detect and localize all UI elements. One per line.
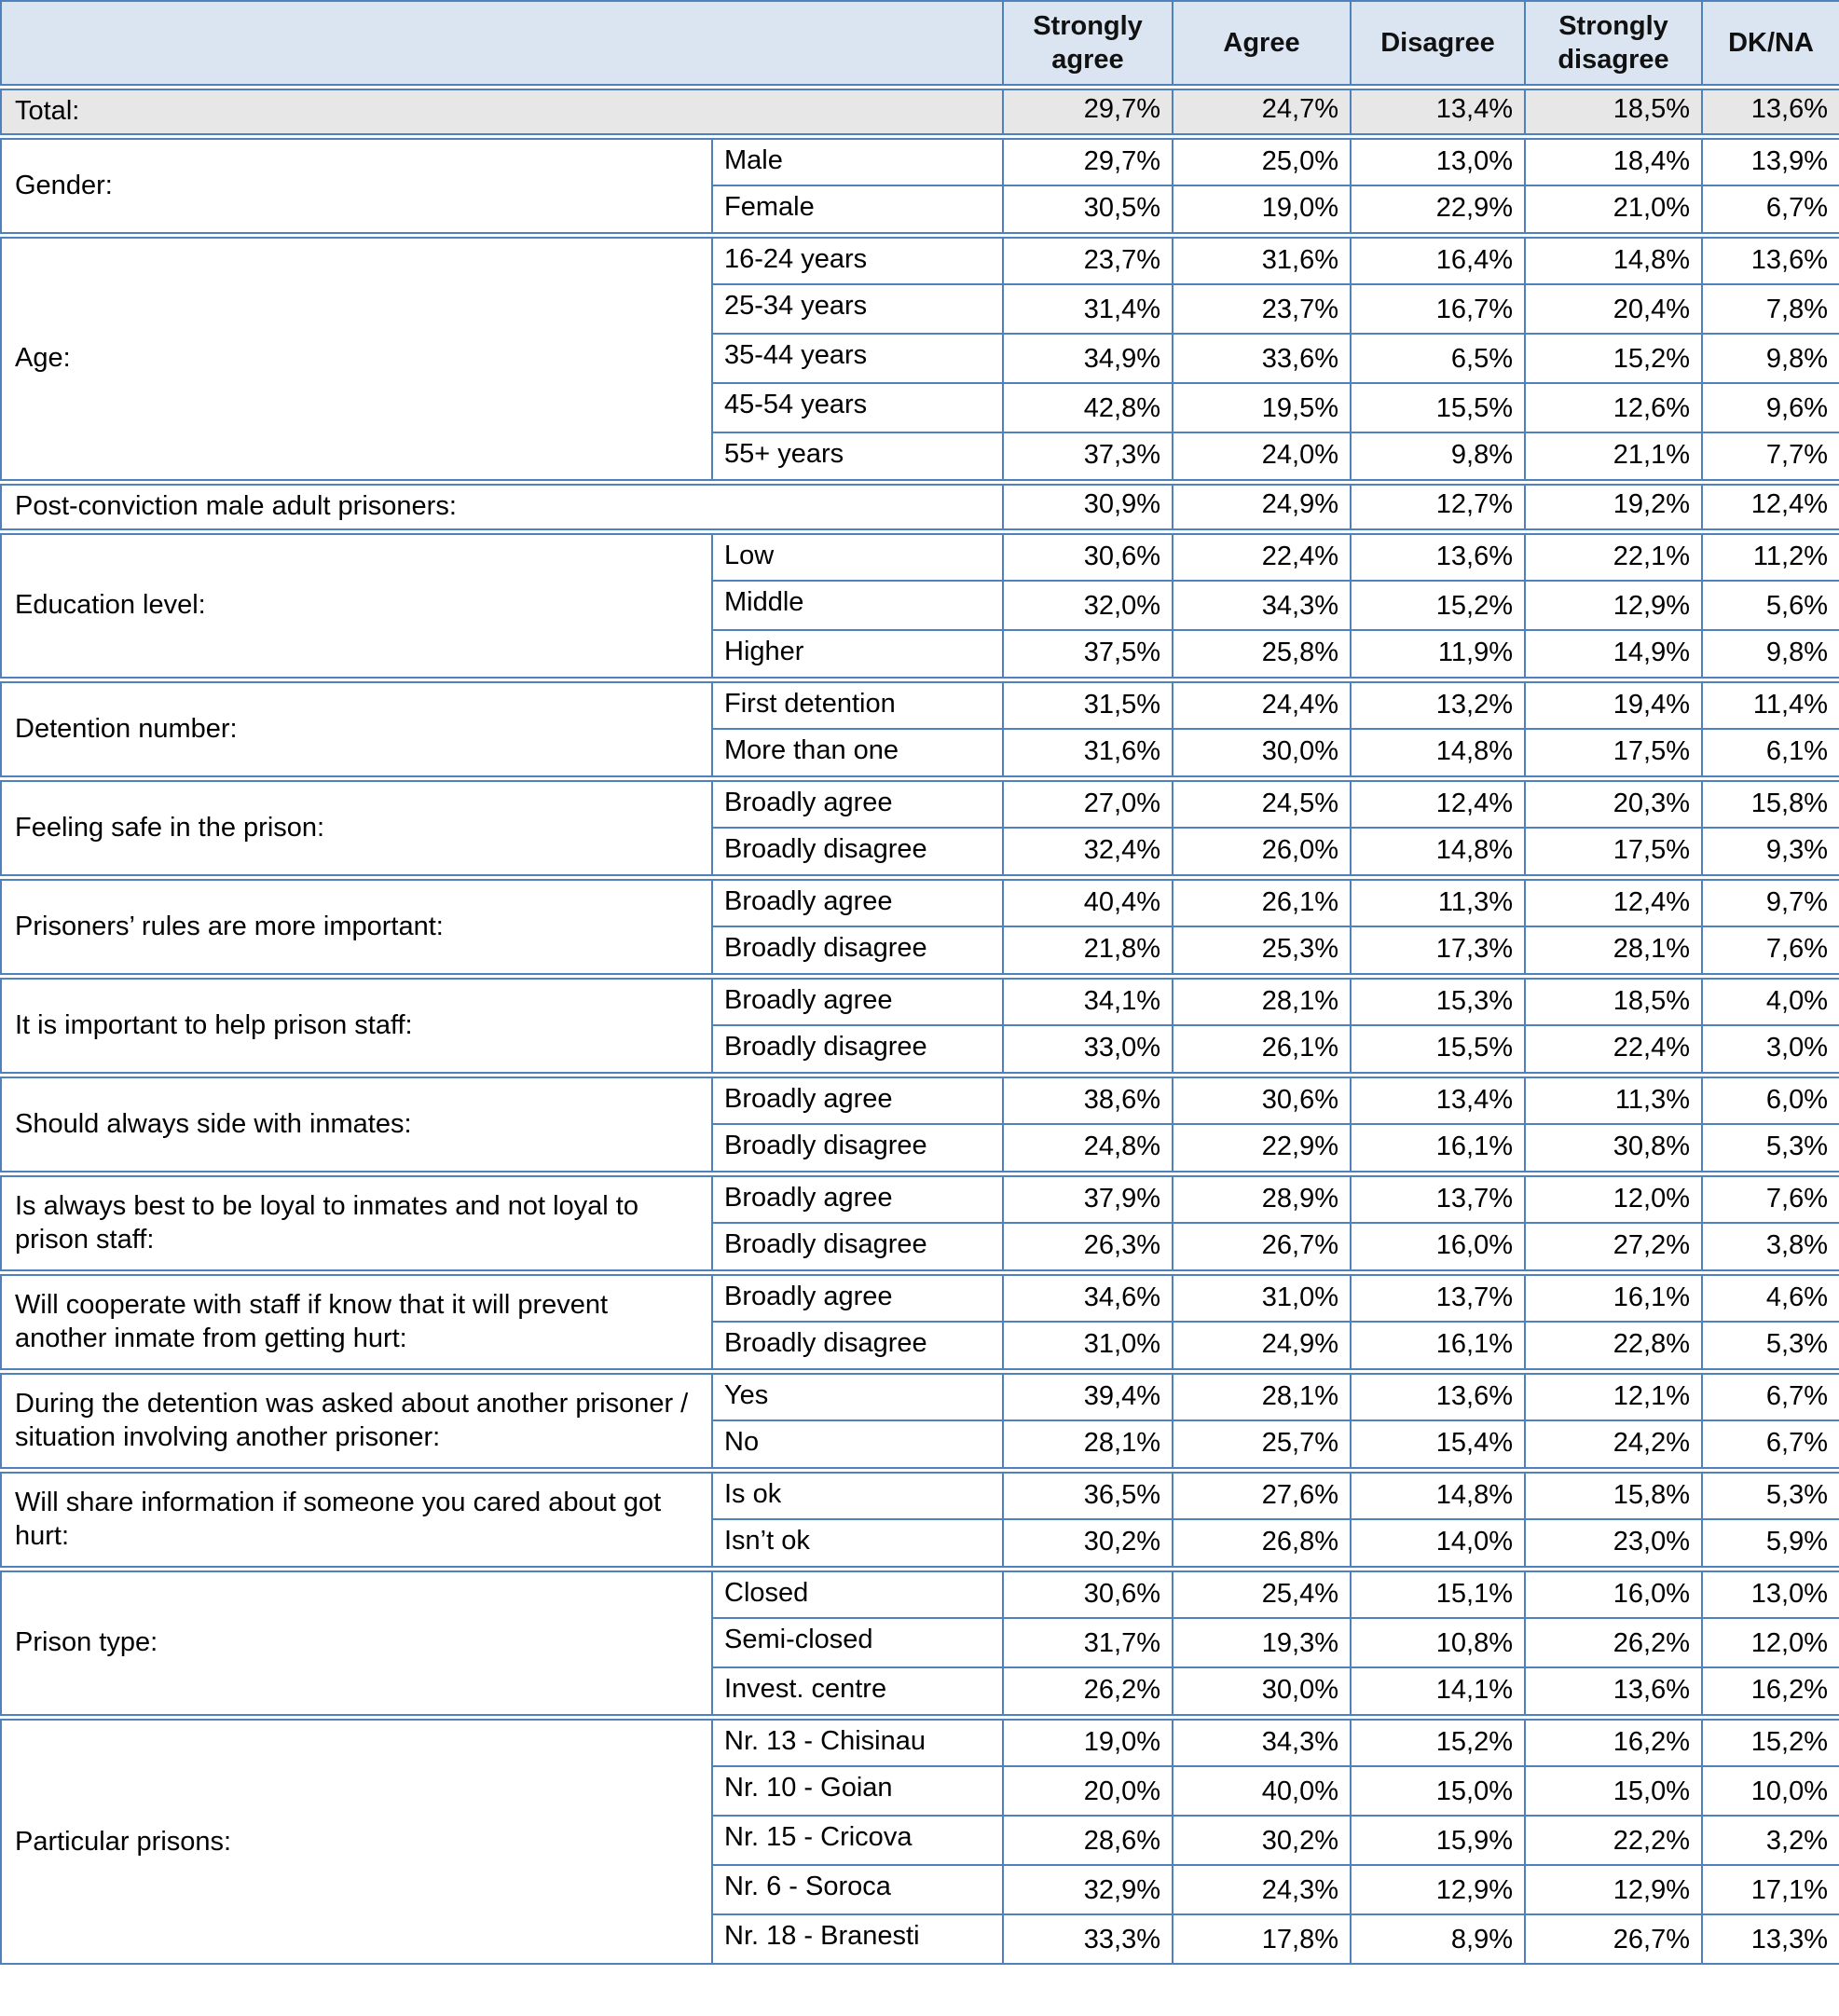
value-cell: 18,5% xyxy=(1525,87,1702,136)
subcategory-cell: Isn’t ok xyxy=(712,1519,1003,1569)
value-cell: 24,3% xyxy=(1173,1865,1351,1914)
value-cell: 33,3% xyxy=(1003,1914,1173,1964)
value-cell: 30,6% xyxy=(1003,531,1173,581)
category-cell: Prisoners’ rules are more important: xyxy=(1,877,712,976)
value-cell: 15,4% xyxy=(1351,1420,1525,1470)
table-row xyxy=(1,1470,1839,1519)
value-cell: 7,6% xyxy=(1702,1173,1839,1223)
value-cell: 15,0% xyxy=(1525,1766,1702,1816)
value-cell: 13,6% xyxy=(1351,531,1525,581)
value-cell: 9,8% xyxy=(1351,432,1525,482)
value-cell: 27,6% xyxy=(1173,1470,1351,1519)
value-cell: 16,0% xyxy=(1351,1223,1525,1272)
value-cell: 5,3% xyxy=(1702,1322,1839,1371)
value-cell: 14,8% xyxy=(1525,235,1702,284)
value-cell: 26,0% xyxy=(1173,828,1351,877)
value-cell: 30,5% xyxy=(1003,185,1173,235)
value-cell: 28,1% xyxy=(1173,976,1351,1025)
value-cell: 15,0% xyxy=(1351,1766,1525,1816)
value-cell: 6,7% xyxy=(1702,185,1839,235)
subcategory-cell: Nr. 13 - Chisinau xyxy=(712,1717,1003,1766)
value-cell: 3,2% xyxy=(1702,1816,1839,1865)
value-cell: 26,1% xyxy=(1173,877,1351,926)
value-cell: 34,3% xyxy=(1173,1717,1351,1766)
value-cell: 25,3% xyxy=(1173,926,1351,976)
value-cell: 15,8% xyxy=(1702,778,1839,828)
category-cell: Post-conviction male adult prisoners: xyxy=(1,482,1003,531)
subcategory-cell: Nr. 18 - Branesti xyxy=(712,1914,1003,1964)
value-cell: 16,1% xyxy=(1525,1272,1702,1322)
header-disagree: Disagree xyxy=(1351,1,1525,87)
value-cell: 8,9% xyxy=(1351,1914,1525,1964)
header-row xyxy=(1,1,1839,87)
value-cell: 13,4% xyxy=(1351,1075,1525,1124)
value-cell: 11,2% xyxy=(1702,531,1839,581)
value-cell: 24,9% xyxy=(1173,1322,1351,1371)
category-cell: Will share information if someone you cared about got hurt: xyxy=(1,1470,712,1569)
table-row xyxy=(1,1272,1839,1322)
header-dk-na: DK/NA xyxy=(1702,1,1839,87)
value-cell: 29,7% xyxy=(1003,87,1173,136)
subcategory-cell: Broadly disagree xyxy=(712,1124,1003,1173)
value-cell: 40,0% xyxy=(1173,1766,1351,1816)
value-cell: 22,9% xyxy=(1351,185,1525,235)
value-cell: 38,6% xyxy=(1003,1075,1173,1124)
value-cell: 28,1% xyxy=(1525,926,1702,976)
value-cell: 31,4% xyxy=(1003,284,1173,334)
value-cell: 21,1% xyxy=(1525,432,1702,482)
value-cell: 22,8% xyxy=(1525,1322,1702,1371)
value-cell: 30,0% xyxy=(1173,729,1351,778)
table-row xyxy=(1,531,1839,581)
subcategory-cell: Male xyxy=(712,136,1003,185)
value-cell: 13,6% xyxy=(1702,235,1839,284)
subcategory-cell: Is ok xyxy=(712,1470,1003,1519)
value-cell: 24,2% xyxy=(1525,1420,1702,1470)
header-strongly-agree: Strongly agree xyxy=(1003,1,1173,87)
subcategory-cell: Broadly agree xyxy=(712,1272,1003,1322)
subcategory-cell: 55+ years xyxy=(712,432,1003,482)
value-cell: 29,7% xyxy=(1003,136,1173,185)
value-cell: 30,2% xyxy=(1003,1519,1173,1569)
subcategory-cell: 35-44 years xyxy=(712,334,1003,383)
value-cell: 26,8% xyxy=(1173,1519,1351,1569)
value-cell: 33,6% xyxy=(1173,334,1351,383)
value-cell: 13,0% xyxy=(1351,136,1525,185)
value-cell: 17,1% xyxy=(1702,1865,1839,1914)
value-cell: 7,6% xyxy=(1702,926,1839,976)
value-cell: 22,4% xyxy=(1173,531,1351,581)
value-cell: 17,5% xyxy=(1525,828,1702,877)
table-header xyxy=(1,1,1839,87)
value-cell: 25,0% xyxy=(1173,136,1351,185)
value-cell: 12,9% xyxy=(1525,1865,1702,1914)
value-cell: 30,6% xyxy=(1003,1569,1173,1618)
value-cell: 19,2% xyxy=(1525,482,1702,531)
subcategory-cell: Broadly disagree xyxy=(712,1025,1003,1075)
value-cell: 7,8% xyxy=(1702,284,1839,334)
value-cell: 14,0% xyxy=(1351,1519,1525,1569)
value-cell: 18,4% xyxy=(1525,136,1702,185)
value-cell: 25,4% xyxy=(1173,1569,1351,1618)
value-cell: 34,3% xyxy=(1173,581,1351,630)
subcategory-cell: Broadly agree xyxy=(712,877,1003,926)
header-blank-cell xyxy=(1,1,1003,87)
value-cell: 11,9% xyxy=(1351,630,1525,679)
value-cell: 19,4% xyxy=(1525,679,1702,729)
value-cell: 13,6% xyxy=(1702,87,1839,136)
subcategory-cell: Broadly agree xyxy=(712,1173,1003,1223)
value-cell: 30,0% xyxy=(1173,1667,1351,1717)
value-cell: 13,3% xyxy=(1702,1914,1839,1964)
value-cell: 12,7% xyxy=(1351,482,1525,531)
value-cell: 12,0% xyxy=(1702,1618,1839,1667)
value-cell: 6,5% xyxy=(1351,334,1525,383)
value-cell: 11,3% xyxy=(1351,877,1525,926)
table-row xyxy=(1,877,1839,926)
value-cell: 17,8% xyxy=(1173,1914,1351,1964)
value-cell: 7,7% xyxy=(1702,432,1839,482)
value-cell: 9,3% xyxy=(1702,828,1839,877)
subcategory-cell: Broadly disagree xyxy=(712,1322,1003,1371)
value-cell: 12,4% xyxy=(1525,877,1702,926)
value-cell: 14,8% xyxy=(1351,828,1525,877)
table-row xyxy=(1,1371,1839,1420)
subcategory-cell: Yes xyxy=(712,1371,1003,1420)
value-cell: 5,9% xyxy=(1702,1519,1839,1569)
subcategory-cell: Broadly disagree xyxy=(712,1223,1003,1272)
value-cell: 24,4% xyxy=(1173,679,1351,729)
value-cell: 24,8% xyxy=(1003,1124,1173,1173)
value-cell: 3,0% xyxy=(1702,1025,1839,1075)
value-cell: 14,9% xyxy=(1525,630,1702,679)
value-cell: 9,6% xyxy=(1702,383,1839,432)
value-cell: 26,7% xyxy=(1173,1223,1351,1272)
value-cell: 31,5% xyxy=(1003,679,1173,729)
category-cell: Education level: xyxy=(1,531,712,679)
value-cell: 37,3% xyxy=(1003,432,1173,482)
value-cell: 28,6% xyxy=(1003,1816,1173,1865)
value-cell: 31,6% xyxy=(1003,729,1173,778)
category-cell: Will cooperate with staff if know that it will prevent another inmate from getting hurt: xyxy=(1,1272,712,1371)
value-cell: 3,8% xyxy=(1702,1223,1839,1272)
value-cell: 11,3% xyxy=(1525,1075,1702,1124)
table-row xyxy=(1,136,1839,185)
value-cell: 10,8% xyxy=(1351,1618,1525,1667)
category-cell: Particular prisons: xyxy=(1,1717,712,1964)
value-cell: 5,3% xyxy=(1702,1124,1839,1173)
value-cell: 5,3% xyxy=(1702,1470,1839,1519)
value-cell: 19,0% xyxy=(1003,1717,1173,1766)
value-cell: 20,4% xyxy=(1525,284,1702,334)
value-cell: 16,7% xyxy=(1351,284,1525,334)
table-row xyxy=(1,679,1839,729)
value-cell: 31,7% xyxy=(1003,1618,1173,1667)
value-cell: 30,8% xyxy=(1525,1124,1702,1173)
value-cell: 23,7% xyxy=(1173,284,1351,334)
subcategory-cell: Broadly disagree xyxy=(712,828,1003,877)
value-cell: 24,5% xyxy=(1173,778,1351,828)
category-cell: Detention number: xyxy=(1,679,712,778)
value-cell: 28,9% xyxy=(1173,1173,1351,1223)
value-cell: 34,9% xyxy=(1003,334,1173,383)
value-cell: 20,0% xyxy=(1003,1766,1173,1816)
value-cell: 30,9% xyxy=(1003,482,1173,531)
value-cell: 24,9% xyxy=(1173,482,1351,531)
value-cell: 9,7% xyxy=(1702,877,1839,926)
value-cell: 39,4% xyxy=(1003,1371,1173,1420)
value-cell: 40,4% xyxy=(1003,877,1173,926)
value-cell: 36,5% xyxy=(1003,1470,1173,1519)
value-cell: 22,4% xyxy=(1525,1025,1702,1075)
subcategory-cell: Broadly agree xyxy=(712,976,1003,1025)
category-cell: Is always best to be loyal to inmates and not loyal to prison staff: xyxy=(1,1173,712,1272)
category-cell: Age: xyxy=(1,235,712,482)
value-cell: 26,2% xyxy=(1525,1618,1702,1667)
value-cell: 12,9% xyxy=(1525,581,1702,630)
value-cell: 13,7% xyxy=(1351,1173,1525,1223)
value-cell: 37,9% xyxy=(1003,1173,1173,1223)
value-cell: 12,0% xyxy=(1525,1173,1702,1223)
value-cell: 28,1% xyxy=(1173,1371,1351,1420)
value-cell: 25,8% xyxy=(1173,630,1351,679)
value-cell: 30,2% xyxy=(1173,1816,1351,1865)
value-cell: 23,7% xyxy=(1003,235,1173,284)
value-cell: 16,1% xyxy=(1351,1322,1525,1371)
value-cell: 37,5% xyxy=(1003,630,1173,679)
value-cell: 23,0% xyxy=(1525,1519,1702,1569)
category-cell: It is important to help prison staff: xyxy=(1,976,712,1075)
value-cell: 13,4% xyxy=(1351,87,1525,136)
value-cell: 16,2% xyxy=(1525,1717,1702,1766)
value-cell: 33,0% xyxy=(1003,1025,1173,1075)
category-cell: Prison type: xyxy=(1,1569,712,1717)
subcategory-cell: Broadly disagree xyxy=(712,926,1003,976)
table-row xyxy=(1,976,1839,1025)
subcategory-cell: 16-24 years xyxy=(712,235,1003,284)
value-cell: 16,4% xyxy=(1351,235,1525,284)
value-cell: 31,0% xyxy=(1173,1272,1351,1322)
header-strongly-disagree: Strongly disagree xyxy=(1525,1,1702,87)
value-cell: 15,2% xyxy=(1702,1717,1839,1766)
table-row xyxy=(1,87,1839,136)
table-row xyxy=(1,1075,1839,1124)
value-cell: 34,6% xyxy=(1003,1272,1173,1322)
subcategory-cell: Invest. centre xyxy=(712,1667,1003,1717)
subcategory-cell: Female xyxy=(712,185,1003,235)
subcategory-cell: First detention xyxy=(712,679,1003,729)
value-cell: 13,6% xyxy=(1525,1667,1702,1717)
value-cell: 27,2% xyxy=(1525,1223,1702,1272)
value-cell: 17,5% xyxy=(1525,729,1702,778)
value-cell: 22,1% xyxy=(1525,531,1702,581)
value-cell: 6,1% xyxy=(1702,729,1839,778)
value-cell: 31,0% xyxy=(1003,1322,1173,1371)
table-row xyxy=(1,235,1839,284)
value-cell: 12,4% xyxy=(1351,778,1525,828)
category-cell: Feeling safe in the prison: xyxy=(1,778,712,877)
table-body xyxy=(1,87,1839,1964)
value-cell: 15,8% xyxy=(1525,1470,1702,1519)
value-cell: 12,1% xyxy=(1525,1371,1702,1420)
value-cell: 27,0% xyxy=(1003,778,1173,828)
value-cell: 13,7% xyxy=(1351,1272,1525,1322)
value-cell: 32,4% xyxy=(1003,828,1173,877)
value-cell: 21,8% xyxy=(1003,926,1173,976)
table-row xyxy=(1,1569,1839,1618)
value-cell: 30,6% xyxy=(1173,1075,1351,1124)
subcategory-cell: 45-54 years xyxy=(712,383,1003,432)
value-cell: 15,5% xyxy=(1351,1025,1525,1075)
value-cell: 24,7% xyxy=(1173,87,1351,136)
value-cell: 15,9% xyxy=(1351,1816,1525,1865)
value-cell: 13,2% xyxy=(1351,679,1525,729)
value-cell: 26,3% xyxy=(1003,1223,1173,1272)
category-cell: Total: xyxy=(1,87,1003,136)
value-cell: 10,0% xyxy=(1702,1766,1839,1816)
value-cell: 26,2% xyxy=(1003,1667,1173,1717)
category-cell: Should always side with inmates: xyxy=(1,1075,712,1173)
table-row xyxy=(1,482,1839,531)
value-cell: 19,5% xyxy=(1173,383,1351,432)
value-cell: 15,5% xyxy=(1351,383,1525,432)
value-cell: 16,0% xyxy=(1525,1569,1702,1618)
value-cell: 19,3% xyxy=(1173,1618,1351,1667)
value-cell: 12,6% xyxy=(1525,383,1702,432)
value-cell: 22,2% xyxy=(1525,1816,1702,1865)
table-row xyxy=(1,778,1839,828)
value-cell: 14,8% xyxy=(1351,729,1525,778)
value-cell: 6,7% xyxy=(1702,1371,1839,1420)
value-cell: 34,1% xyxy=(1003,976,1173,1025)
value-cell: 42,8% xyxy=(1003,383,1173,432)
value-cell: 13,0% xyxy=(1702,1569,1839,1618)
value-cell: 12,9% xyxy=(1351,1865,1525,1914)
value-cell: 15,1% xyxy=(1351,1569,1525,1618)
subcategory-cell: Closed xyxy=(712,1569,1003,1618)
value-cell: 6,7% xyxy=(1702,1420,1839,1470)
table-row xyxy=(1,1173,1839,1223)
value-cell: 32,9% xyxy=(1003,1865,1173,1914)
value-cell: 9,8% xyxy=(1702,334,1839,383)
header-agree: Agree xyxy=(1173,1,1351,87)
value-cell: 15,2% xyxy=(1351,581,1525,630)
subcategory-cell: Low xyxy=(712,531,1003,581)
value-cell: 22,9% xyxy=(1173,1124,1351,1173)
subcategory-cell: Broadly agree xyxy=(712,1075,1003,1124)
subcategory-cell: 25-34 years xyxy=(712,284,1003,334)
value-cell: 15,3% xyxy=(1351,976,1525,1025)
value-cell: 18,5% xyxy=(1525,976,1702,1025)
value-cell: 16,2% xyxy=(1702,1667,1839,1717)
subcategory-cell: Nr. 6 - Soroca xyxy=(712,1865,1003,1914)
table-row xyxy=(1,1717,1839,1766)
value-cell: 32,0% xyxy=(1003,581,1173,630)
value-cell: 26,7% xyxy=(1525,1914,1702,1964)
value-cell: 13,9% xyxy=(1702,136,1839,185)
subcategory-cell: Broadly agree xyxy=(712,778,1003,828)
value-cell: 21,0% xyxy=(1525,185,1702,235)
subcategory-cell: Nr. 10 - Goian xyxy=(712,1766,1003,1816)
subcategory-cell: Higher xyxy=(712,630,1003,679)
value-cell: 5,6% xyxy=(1702,581,1839,630)
value-cell: 4,6% xyxy=(1702,1272,1839,1322)
value-cell: 16,1% xyxy=(1351,1124,1525,1173)
subcategory-cell: Semi-closed xyxy=(712,1618,1003,1667)
subcategory-cell: Nr. 15 - Cricova xyxy=(712,1816,1003,1865)
value-cell: 20,3% xyxy=(1525,778,1702,828)
value-cell: 14,8% xyxy=(1351,1470,1525,1519)
value-cell: 15,2% xyxy=(1351,1717,1525,1766)
subcategory-cell: Middle xyxy=(712,581,1003,630)
value-cell: 13,6% xyxy=(1351,1371,1525,1420)
subcategory-cell: No xyxy=(712,1420,1003,1470)
value-cell: 6,0% xyxy=(1702,1075,1839,1124)
value-cell: 11,4% xyxy=(1702,679,1839,729)
value-cell: 4,0% xyxy=(1702,976,1839,1025)
value-cell: 24,0% xyxy=(1173,432,1351,482)
value-cell: 28,1% xyxy=(1003,1420,1173,1470)
value-cell: 12,4% xyxy=(1702,482,1839,531)
subcategory-cell: More than one xyxy=(712,729,1003,778)
value-cell: 19,0% xyxy=(1173,185,1351,235)
value-cell: 9,8% xyxy=(1702,630,1839,679)
value-cell: 31,6% xyxy=(1173,235,1351,284)
value-cell: 25,7% xyxy=(1173,1420,1351,1470)
value-cell: 15,2% xyxy=(1525,334,1702,383)
value-cell: 26,1% xyxy=(1173,1025,1351,1075)
value-cell: 14,1% xyxy=(1351,1667,1525,1717)
value-cell: 17,3% xyxy=(1351,926,1525,976)
category-cell: During the detention was asked about another prisoner / situation involving another prisoner: xyxy=(1,1371,712,1470)
category-cell: Gender: xyxy=(1,136,712,235)
